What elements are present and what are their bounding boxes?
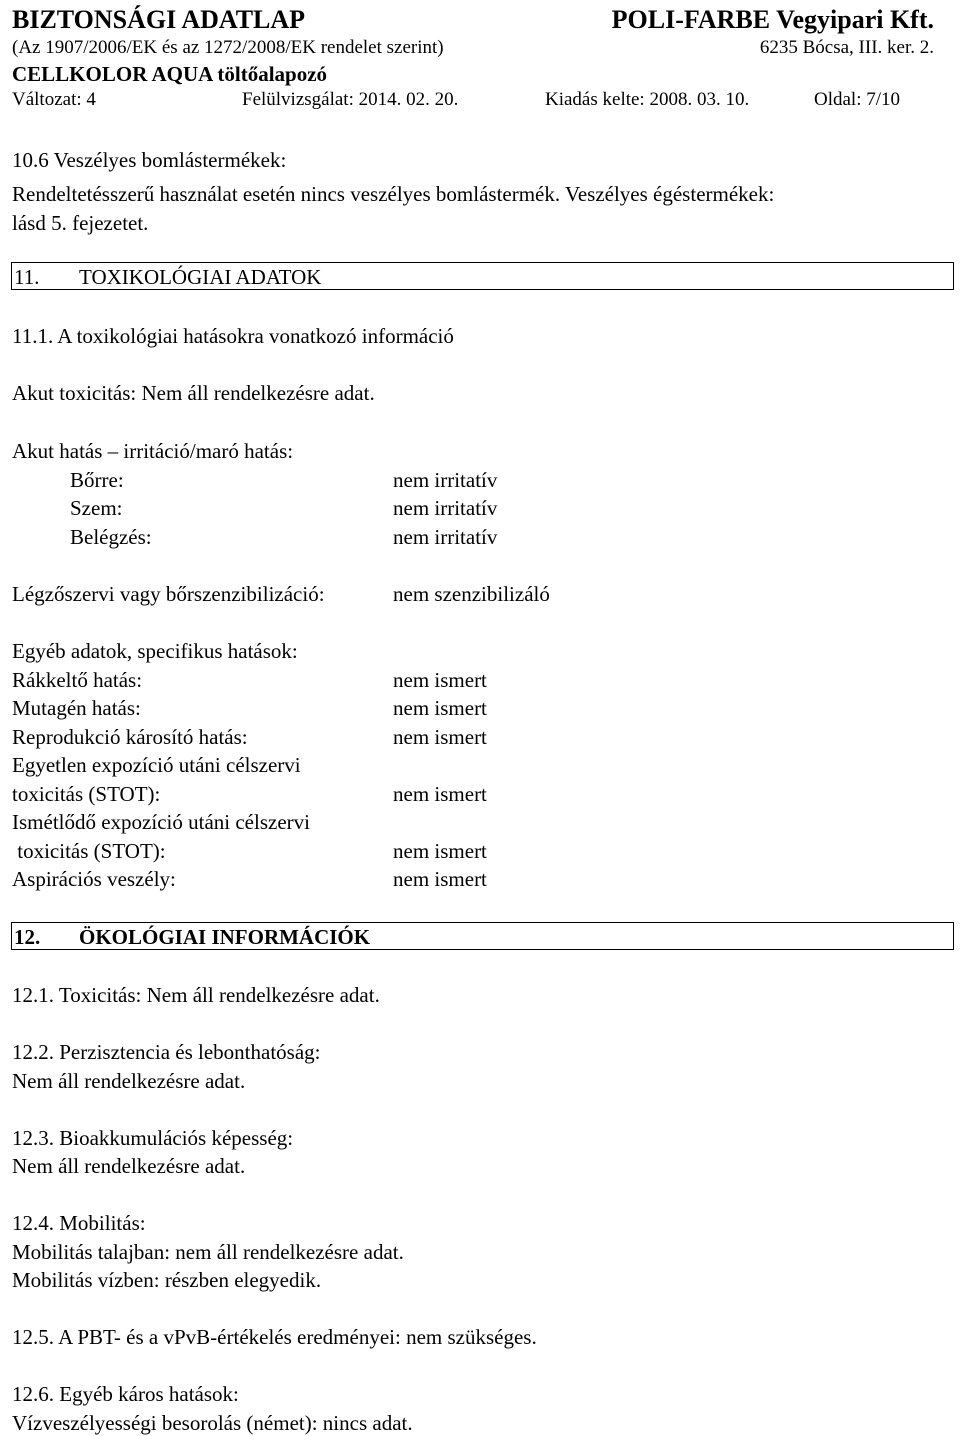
- carcinogenicity-value: nem ismert: [393, 668, 487, 692]
- section-12-1-toxicity: 12.1. Toxicitás: Nem áll rendelkezésre adat.: [12, 983, 380, 1007]
- reproductive-toxicity-label: Reprodukció károsító hatás:: [12, 725, 248, 749]
- stot-repeated-label-line2: toxicitás (STOT):: [12, 839, 166, 863]
- section-12-4-heading: 12.4. Mobilitás:: [12, 1211, 146, 1235]
- mutagenicity-label: Mutagén hatás:: [12, 696, 141, 720]
- document-title: BIZTONSÁGI ADATLAP: [12, 5, 306, 34]
- section-12-6-heading: 12.6. Egyéb káros hatások:: [12, 1382, 239, 1406]
- issue-date: Kiadás kelte: 2008. 03. 10.: [545, 89, 750, 110]
- product-name: CELLKOLOR AQUA töltőalapozó: [12, 62, 328, 86]
- water-hazard-class: Vízveszélyességi besorolás (német): nincs adat.: [12, 1411, 413, 1435]
- company-name: POLI-FARBE Vegyipari Kft.: [611, 5, 934, 34]
- stot-single-value: nem ismert: [393, 782, 487, 806]
- section-11-1-heading: 11.1. A toxikológiai hatásokra vonatkozó információ: [12, 324, 454, 348]
- section-12-2-heading: 12.2. Perzisztencia és lebonthatóság:: [12, 1040, 321, 1064]
- revision-date: Felülvizsgálat: 2014. 02. 20.: [242, 89, 459, 110]
- irritation-inhalation-label: Belégzés:: [70, 525, 152, 549]
- aspiration-hazard-label: Aspirációs veszély:: [12, 867, 176, 891]
- aspiration-hazard-value: nem ismert: [393, 867, 487, 891]
- mutagenicity-value: nem ismert: [393, 696, 487, 720]
- mobility-soil: Mobilitás talajban: nem áll rendelkezésre adat.: [12, 1240, 404, 1264]
- stot-single-label-line1: Egyetlen expozíció utáni célszervi: [12, 753, 301, 777]
- other-effects-heading: Egyéb adatok, specifikus hatások:: [12, 639, 298, 663]
- mobility-water: Mobilitás vízben: részben elegyedik.: [12, 1268, 322, 1292]
- section-12-3-value: Nem áll rendelkezésre adat.: [12, 1154, 246, 1178]
- irritation-inhalation-value: nem irritatív: [393, 525, 498, 549]
- acute-toxicity: Akut toxicitás: Nem áll rendelkezésre adat.: [12, 381, 375, 405]
- regulation-note: (Az 1907/2006/EK és az 1272/2008/EK rendelet szerint): [12, 37, 444, 58]
- irritation-heading: Akut hatás – irritáció/maró hatás:: [12, 439, 294, 463]
- irritation-eye-value: nem irritatív: [393, 496, 498, 520]
- company-address: 6235 Bócsa, III. ker. 2.: [759, 37, 934, 58]
- stot-repeated-label-line1: Ismétlődő expozíció utáni célszervi: [12, 810, 310, 834]
- sensitization-label: Légzőszervi vagy bőrszenzibilizáció:: [12, 582, 325, 606]
- carcinogenicity-label: Rákkeltő hatás:: [12, 668, 143, 692]
- section-10-6-heading: 10.6 Veszélyes bomlástermékek:: [12, 148, 287, 172]
- sensitization-value: nem szenzibilizáló: [393, 582, 550, 606]
- section-11-title: TOXIKOLÓGIAI ADATOK: [79, 265, 322, 289]
- section-12-5-pbt: 12.5. A PBT- és a vPvB-értékelés eredményei: nem szükséges.: [12, 1325, 537, 1349]
- irritation-eye-label: Szem:: [70, 496, 123, 520]
- version-label: Változat: 4: [12, 89, 96, 110]
- reproductive-toxicity-value: nem ismert: [393, 725, 487, 749]
- section-12-number: 12.: [14, 925, 41, 949]
- irritation-skin-label: Bőrre:: [70, 468, 124, 492]
- section-12-title: ÖKOLÓGIAI INFORMÁCIÓK: [79, 925, 371, 949]
- section-12-2-value: Nem áll rendelkezésre adat.: [12, 1069, 246, 1093]
- page-number: Oldal: 7/10: [814, 89, 901, 110]
- section-12-3-heading: 12.3. Bioakkumulációs képesség:: [12, 1126, 294, 1150]
- stot-single-label-line2: toxicitás (STOT):: [12, 782, 161, 806]
- section-11-number: 11.: [14, 265, 40, 289]
- section-10-6-text-line1: Rendeltetésszerű használat esetén nincs veszélyes bomlástermék. Veszélyes égéstermékek:: [12, 182, 775, 206]
- stot-repeated-value: nem ismert: [393, 839, 487, 863]
- section-10-6-text-line2: lásd 5. fejezetet.: [12, 211, 149, 235]
- irritation-skin-value: nem irritatív: [393, 468, 498, 492]
